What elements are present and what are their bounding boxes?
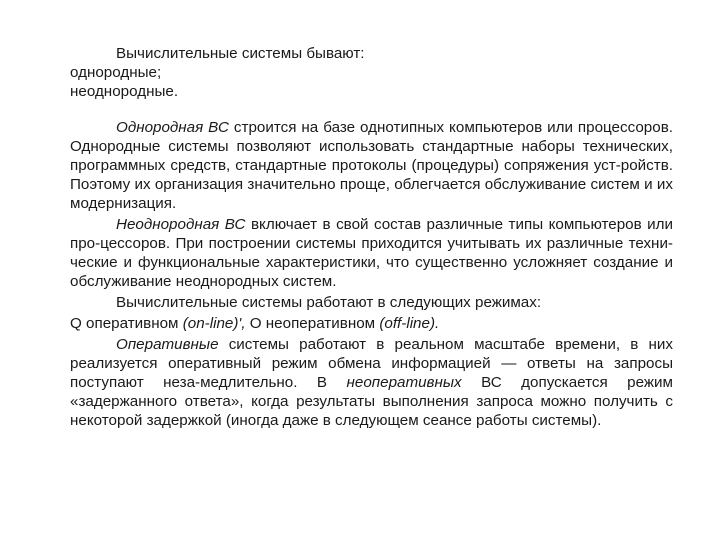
mode-offline-term: (off-line). (379, 315, 440, 332)
mode-offline-prefix: О неоперативном (245, 315, 380, 332)
paragraph-heterogeneous (70, 215, 673, 291)
paragraph-homogeneous-text: строится на базе однотипных компьютеров или процессоров. Однородные системы позволяют использовать стандартные наборы технических, программных средств, стандартные протоколы (процедуры) сопряжения уст-ройств. Поэтому их организация значительно проще, облегчается обслуживание систем и их модернизация. (70, 119, 673, 212)
intro-item-homogeneous: однородные; (70, 64, 162, 81)
paragraph-heterogeneous-text: включает в свой состав различные типы компьютеров или про-цессоров. При построении системы приходится учитывать их различные техни-ческие и функциональные характеристики, что существенно усложняет создание и обслуживание неоднородных систем. (70, 216, 674, 290)
intro-item-heterogeneous: неоднородные. (70, 83, 179, 100)
term-online: Оперативные (116, 336, 219, 353)
term-homogeneous: Однородная ВС (116, 119, 229, 136)
paragraph-online-text-end: ВС допускается режим «задержанного ответа», когда результаты выполнения запроса можно получить с некоторой задержкой (иногда даже в следующем сеансе работы системы). (70, 374, 673, 429)
paragraph-online (70, 335, 673, 430)
document-text (70, 44, 673, 430)
modes-heading: Вычислительные системы работают в следующих режимах: (116, 294, 542, 311)
intro-heading: Вычислительные системы бывают: (116, 45, 365, 62)
paragraph-homogeneous (70, 118, 673, 213)
term-offline: неоперативных (346, 374, 462, 391)
term-heterogeneous: Неоднородная ВС (116, 216, 246, 233)
modes-line (70, 314, 673, 333)
paragraph-online-text: системы работают в реальном масштабе времени, в них реализуется оперативный режим обмена информацией — ответы на запросы поступают неза-медлительно. В (70, 336, 673, 391)
mode-online-term: (on-line)', (182, 315, 246, 332)
mode-online-prefix: Q оперативном (70, 315, 183, 332)
